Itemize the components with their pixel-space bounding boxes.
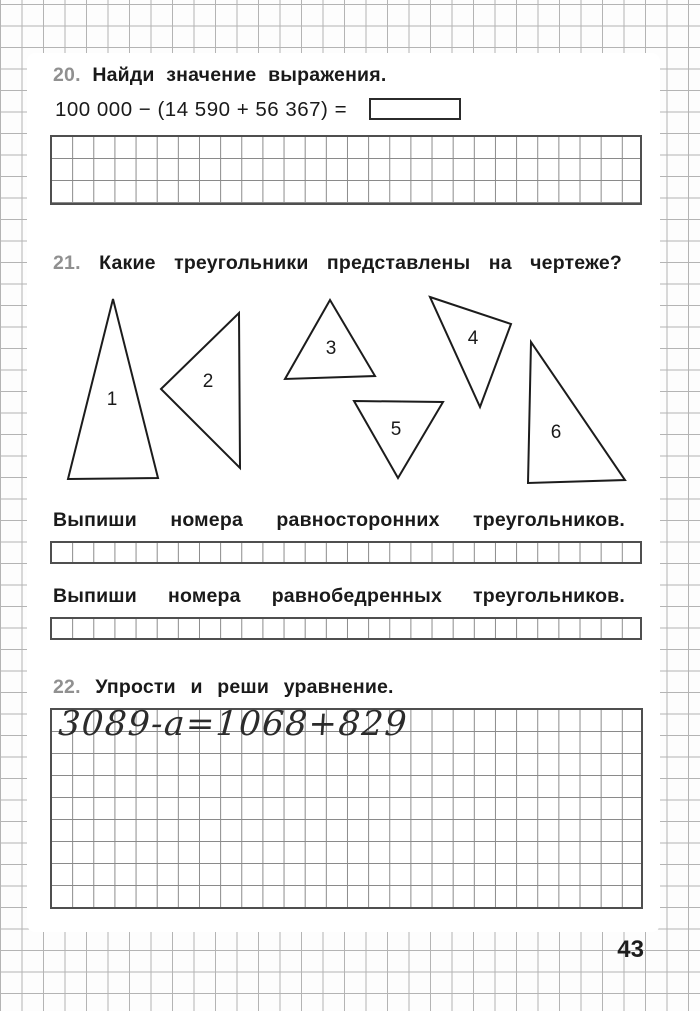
exercise-20-expression: 100 000 − (14 590 + 56 367) =	[55, 98, 348, 121]
triangle-1-label: 1	[106, 389, 118, 410]
exercise-21-number: 21.	[53, 252, 81, 274]
page-number: 43	[617, 936, 644, 963]
exercise-20-work-grid[interactable]	[50, 135, 642, 205]
triangle-6-label: 6	[550, 422, 562, 443]
exercise-21-title: Какие треугольники представлены на чертеже?	[99, 252, 623, 274]
triangle-4-label: 4	[467, 328, 479, 349]
triangle-5-label: 5	[390, 419, 402, 440]
exercise-20-heading	[53, 64, 386, 87]
exercise-20-number: 20.	[53, 64, 81, 86]
exercise-22-number: 22.	[53, 676, 81, 698]
exercise-20-title: Найди значение выражения.	[92, 64, 387, 86]
triangle-2	[161, 313, 240, 468]
triangle-3-label: 3	[325, 338, 337, 359]
triangle-4	[430, 297, 511, 407]
equilateral-answer-strip[interactable]	[50, 541, 642, 564]
prompt-isosceles: Выпиши номера равнобедренных треугольников.	[53, 585, 625, 607]
exercise-22-title: Упрости и реши уравнение.	[95, 676, 394, 698]
exercise-22-heading	[53, 676, 394, 699]
triangle-2-label: 2	[202, 371, 214, 392]
triangle-6	[528, 342, 625, 483]
exercise-20-answer-box[interactable]	[369, 98, 461, 120]
prompt-equilateral: Выпиши номера равносторонних треугольников.	[53, 509, 625, 531]
isosceles-answer-strip[interactable]	[50, 617, 642, 640]
handwritten-equation: 3089-a=1068+829	[57, 704, 410, 744]
triangles-figure	[50, 288, 640, 490]
exercise-21-heading	[53, 252, 622, 275]
